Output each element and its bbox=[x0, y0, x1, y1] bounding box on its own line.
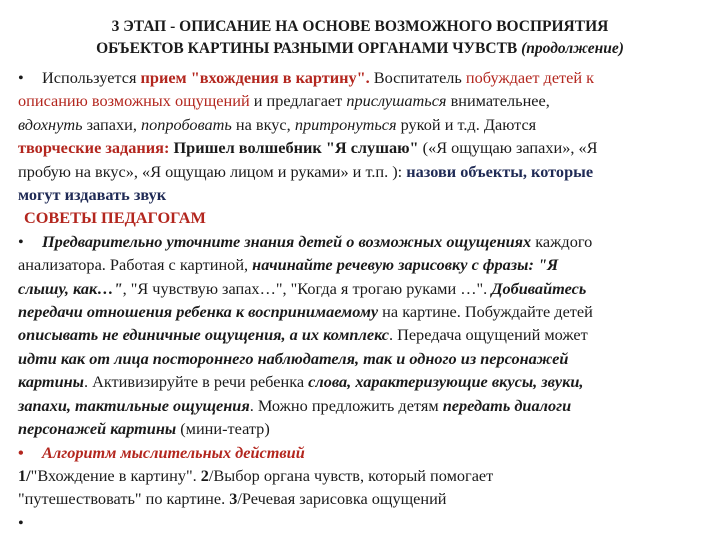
p1-line-5: пробую на вкус», «Я ощущаю лицом и руками» и т.п. ): назови объекты, которые bbox=[18, 161, 594, 181]
p3-line-2: "путешествовать" по картине. 3/Речевая зарисовка ощущений bbox=[18, 489, 447, 509]
p2-line-9: персонажей картины (мини-театр) bbox=[18, 419, 270, 439]
p1-line-1: • Используется прием "вхождения в картину". Воспитатель побуждает детей к bbox=[18, 66, 704, 89]
p2-line-4: передачи отношения ребенка к воспринимаемому на картине. Побуждайте детей bbox=[18, 302, 593, 322]
p1-line-6: могут издавать звук bbox=[18, 185, 167, 205]
p3-heading: • Алгоритм мыслительных действий bbox=[18, 441, 704, 464]
p2-line-8: запахи, тактильные ощущения. Можно предложить детям передать диалоги bbox=[18, 395, 572, 415]
p2-line-1: • Предварительно уточните знания детей о возможных ощущениях каждого bbox=[18, 230, 704, 253]
title-line-1: 3 ЭТАП - ОПИСАНИЕ НА ОСНОВЕ ВОЗМОЖНОГО ВОСПРИЯТИЯ bbox=[111, 18, 609, 35]
p1-line-3: вдохнуть запахи, попробовать на вкус, притронуться рукой и т.д. Даются bbox=[18, 114, 537, 134]
slide-body bbox=[18, 66, 704, 534]
p2-line-2: анализатора. Работая с картиной, начинайте речевую зарисовку с фразы: "Я bbox=[18, 255, 559, 275]
p2-line-6: идти как от лица постороннего наблюдателя, так и одного из персонажей bbox=[18, 348, 569, 368]
bullet-icon: • bbox=[18, 231, 24, 251]
slide-title bbox=[20, 16, 700, 60]
title-line-2: ОБЪЕКТОВ КАРТИНЫ РАЗНЫМИ ОРГАНАМИ ЧУВСТВ (продолжение) bbox=[96, 40, 624, 57]
p1-line-2: описанию возможных ощущений и предлагает прислушаться внимательнее, bbox=[18, 91, 550, 111]
p3-line-1: 1/"Вхождение в картину". 2/Выбор органа чувств, который помогает bbox=[18, 465, 494, 485]
bullet-icon: • bbox=[18, 512, 24, 532]
bullet-icon: • bbox=[18, 68, 24, 87]
p2-line-7: картины. Активизируйте в речи ребенка слова, характеризующие вкусы, звуки, bbox=[18, 372, 584, 392]
p2-line-3: слышу, как…", "Я чувствую запах…", "Когда я трогаю руками …". Добивайтесь bbox=[18, 278, 587, 298]
bullet-icon: • bbox=[18, 442, 24, 462]
p2-line-5: описывать не единичные ощущения, а их комплекс. Передача ощущений может bbox=[18, 325, 588, 345]
empty-bullet-line bbox=[18, 511, 704, 534]
tips-heading: СОВЕТЫ ПЕДАГОГАМ bbox=[24, 208, 206, 228]
p1-line-4: творческие задания: Пришел волшебник "Я слушаю" («Я ощущаю запахи», «Я bbox=[18, 138, 598, 158]
